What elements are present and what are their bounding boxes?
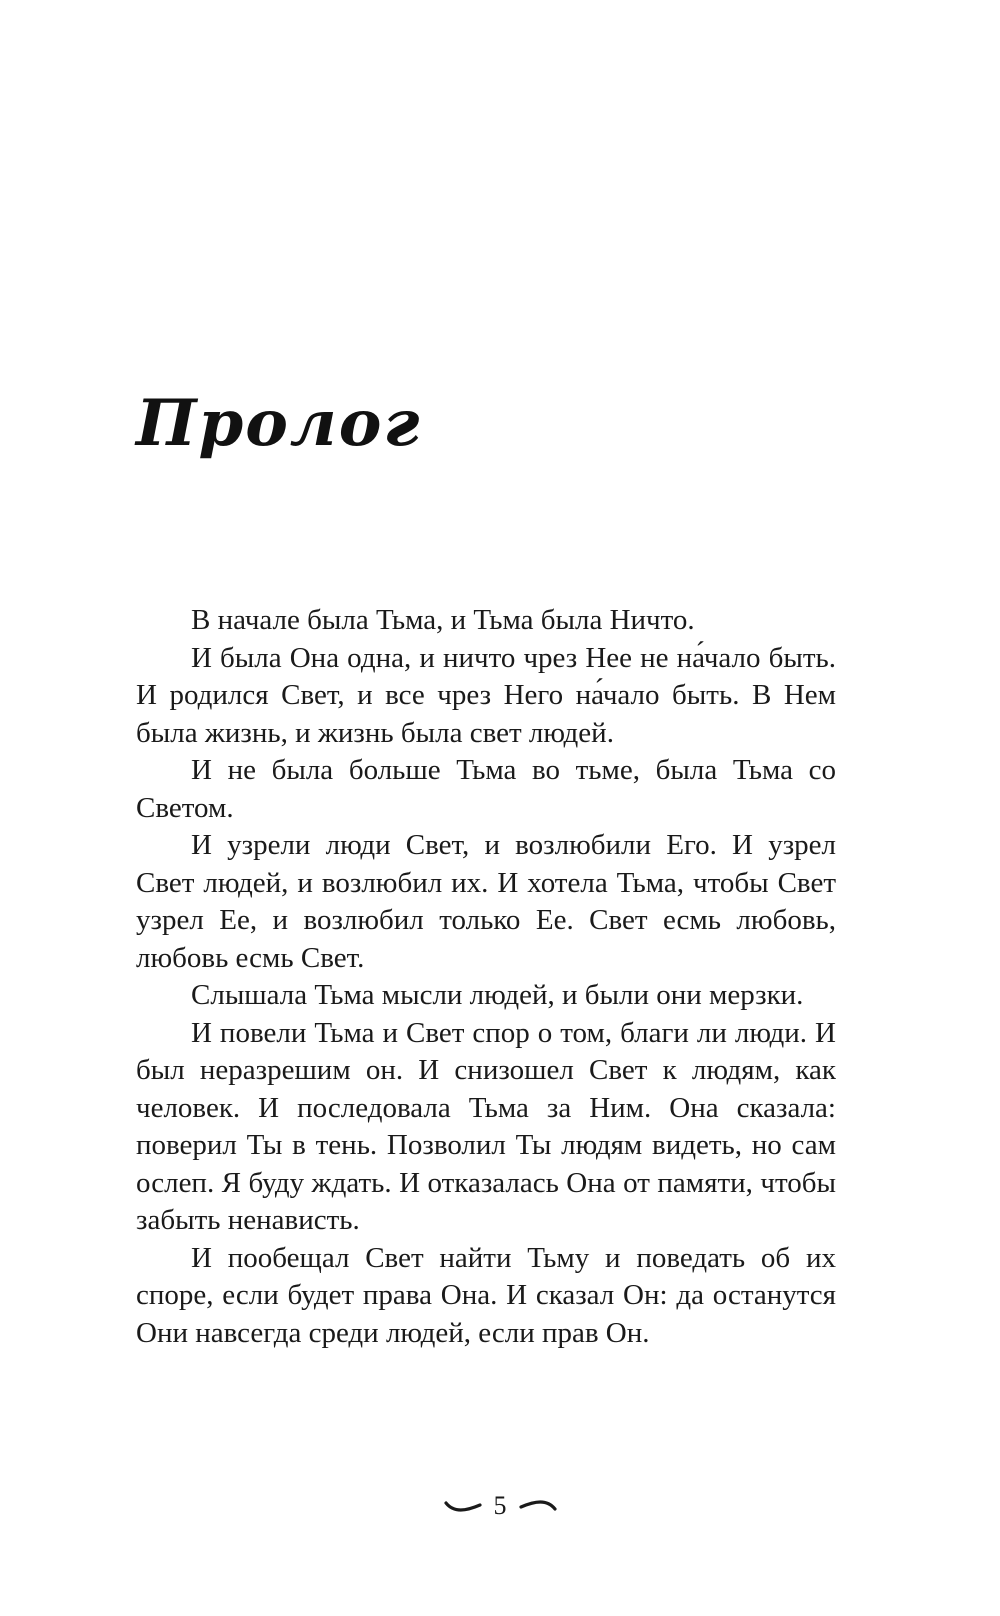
- paragraph: И узрели люди Свет, и возлюбили Его. И узрел Свет людей, и возлюбил их. И хотела Тьма, чтобы Свет узрел Ее, и возлюбил только Ее. Свет есмь любовь, любовь есмь Свет.: [136, 829, 836, 974]
- paragraph: И пообещал Свет найти Тьму и поведать об их споре, если будет права Она. И сказал Он: да останутся Они навсегда среди людей, если прав Он.: [136, 1241, 836, 1349]
- page-footer: [0, 1486, 1000, 1526]
- paragraph: В начале была Тьма, и Тьма была Ничто.: [191, 604, 695, 636]
- swash-left-icon: [444, 1499, 482, 1513]
- paragraph: И была Она одна, и ничто чрез Нее не на́чало быть. И родился Свет, и все чрез Него на́чало быть. В Нем была жизнь, и жизнь была свет людей.: [136, 641, 836, 749]
- paragraph: И повели Тьма и Свет спор о том, благи ли люди. И был неразрешим он. И снизошел Свет к людям, как человек. И последовала Тьма за Ним. Она сказала: поверил Ты в тень. Позволил Ты людям видеть, но сам ослеп. Я буду ждать. И отказалась Она от памяти, чтобы забыть ненависть.: [136, 1016, 836, 1236]
- page-number: 5: [493, 1491, 507, 1520]
- paragraph: Слышала Тьма мысли людей, и были они мерзки.: [191, 979, 804, 1011]
- chapter-title: Пролог: [136, 386, 422, 461]
- swash-right-icon: [519, 1499, 557, 1513]
- prologue-text: [136, 602, 836, 1352]
- paragraph: И не была больше Тьма во тьме, была Тьма со Светом.: [136, 754, 836, 824]
